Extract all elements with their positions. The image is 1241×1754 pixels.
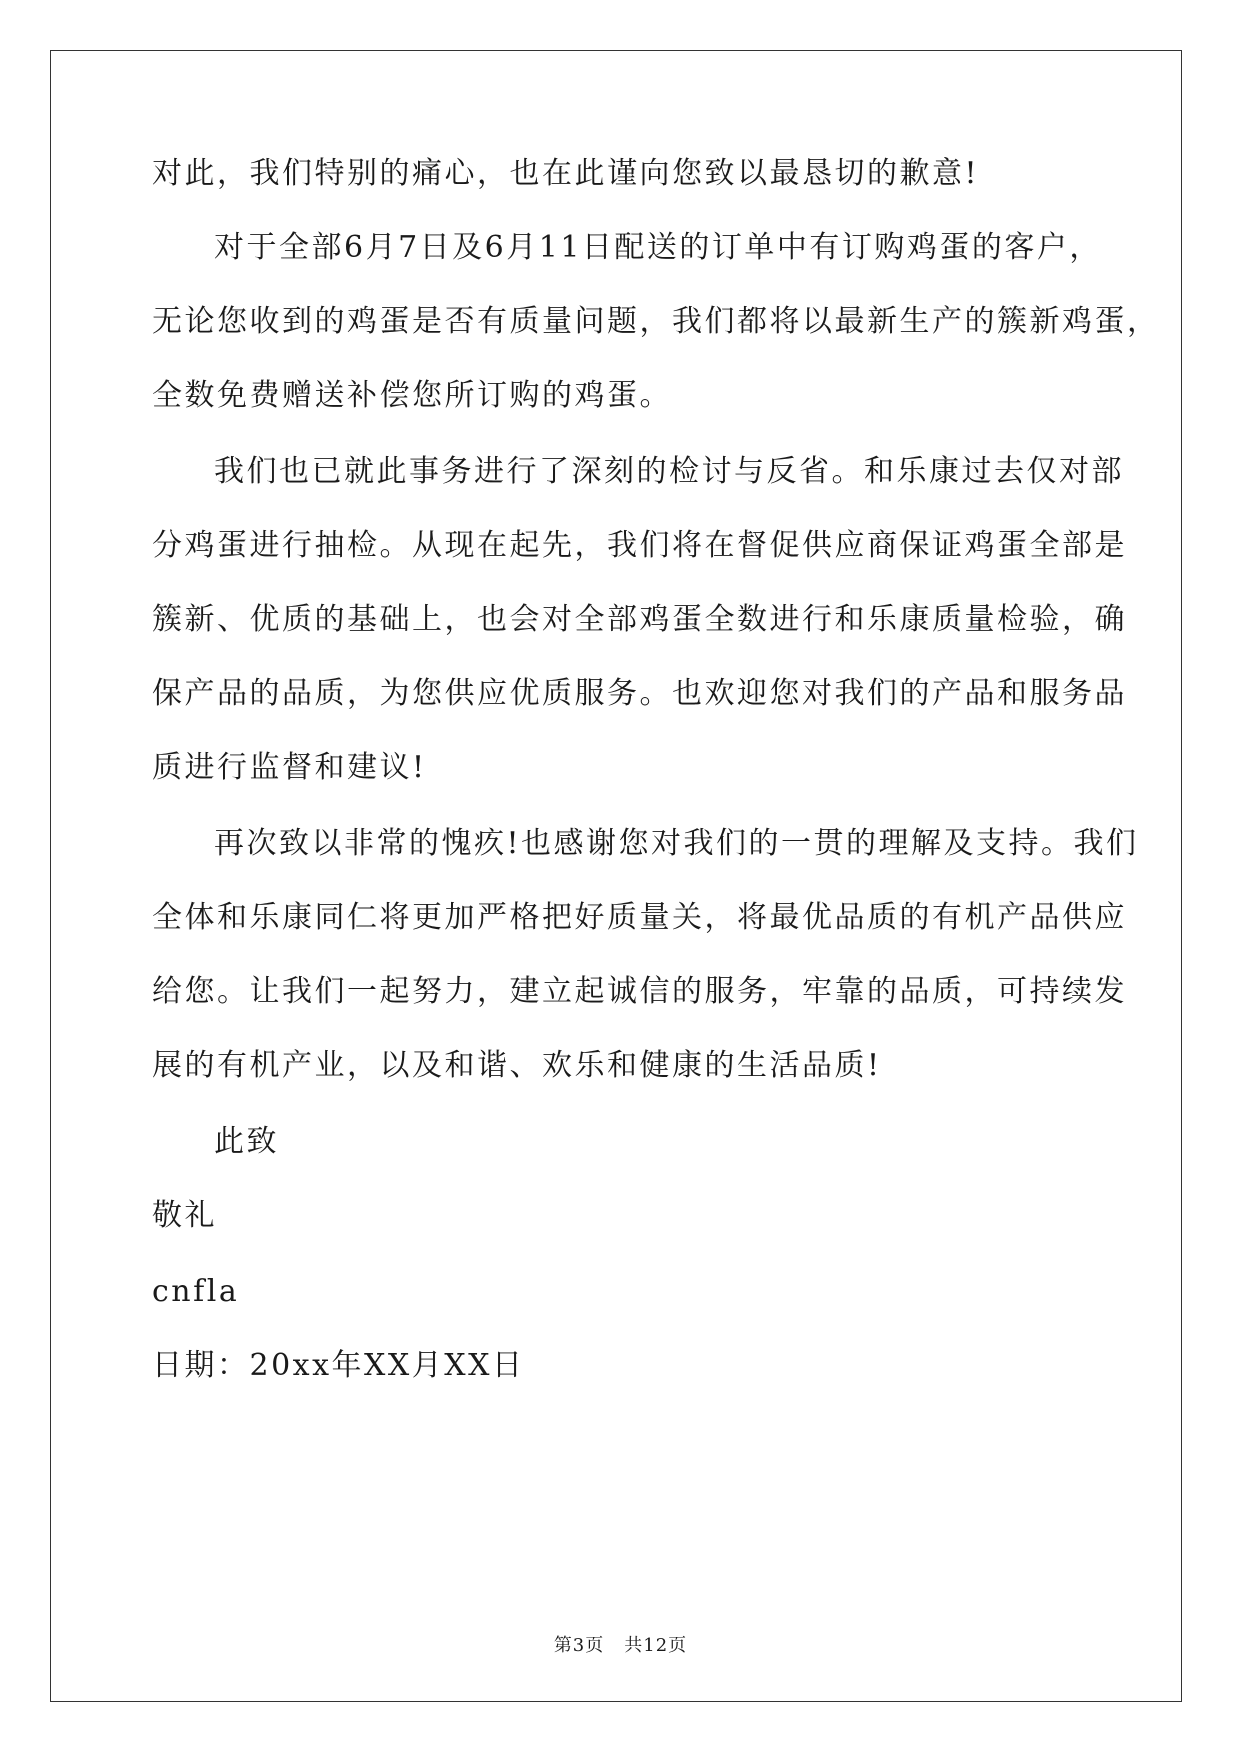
page-border [50,50,1182,1702]
paragraph-line: 对于全部6月7日及6月11日配送的订单中有订购鸡蛋的客户， [214,230,1102,265]
page-footer [0,1634,1241,1658]
paragraph-line: 我们也已就此事务进行了深刻的检讨与反省。和乐康过去仅对部 [214,454,1124,489]
paragraph-line: 全数免费赠送补偿您所订购的鸡蛋。 [152,378,672,413]
signature-text: cnfla [152,1274,240,1309]
paragraph-line: 分鸡蛋进行抽检。从现在起先，我们将在督促供应商保证鸡蛋全部是 [152,528,1127,563]
paragraph-line: 无论您收到的鸡蛋是否有质量问题，我们都将以最新生产的簇新鸡蛋， [152,304,1160,339]
paragraph-line: 保产品的品质，为您供应优质服务。也欢迎您对我们的产品和服务品 [152,676,1127,711]
paragraph-line: 质进行监督和建议! [152,750,427,785]
paragraph-line: 对此，我们特别的痛心，也在此谨向您致以最恳切的歉意! [152,156,980,191]
paragraph-line: 给您。让我们一起努力，建立起诚信的服务，牢靠的品质，可持续发 [152,974,1127,1009]
paragraph-line: 展的有机产业，以及和谐、欢乐和健康的生活品质! [152,1048,882,1083]
paragraph-line: 簇新、优质的基础上，也会对全部鸡蛋全数进行和乐康质量检验，确 [152,602,1127,637]
closing-text: 此致 [214,1124,279,1159]
page-total: 共12页 [624,1635,688,1656]
paragraph-line: 全体和乐康同仁将更加严格把好质量关，将最优品质的有机产品供应 [152,900,1127,935]
paragraph-line: 再次致以非常的愧疚!也感谢您对我们的一贯的理解及支持。我们 [214,826,1139,861]
page-number: 第3页 [553,1635,605,1656]
date-text: 日期：20xx年XX月XX日 [152,1348,525,1383]
salutation-text: 敬礼 [152,1198,217,1233]
